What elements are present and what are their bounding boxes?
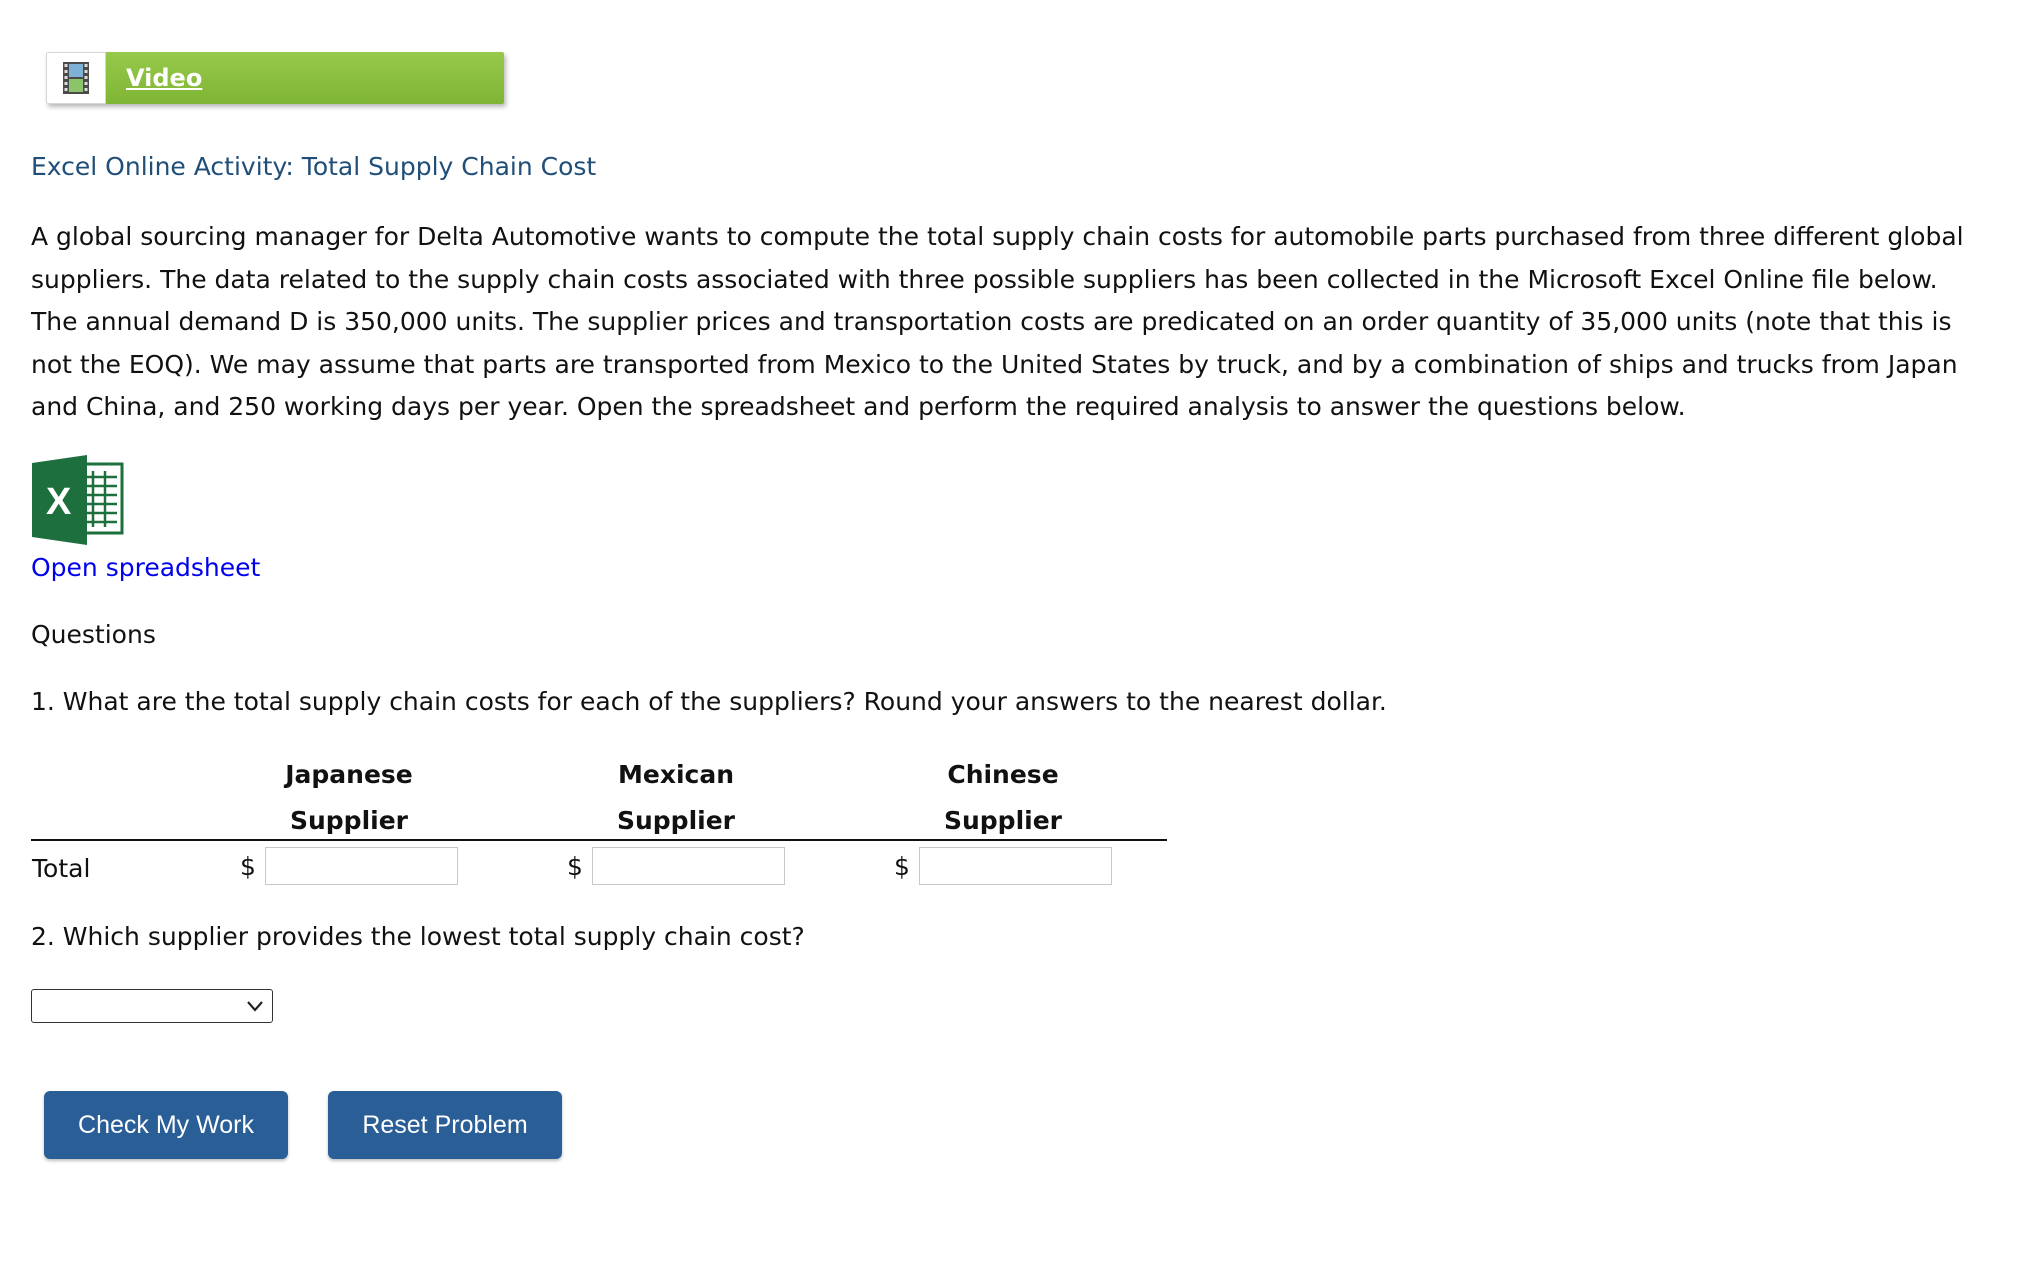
chevron-down-icon [245,996,265,1016]
column-header-line2: Supplier [616,806,736,835]
column-header-chinese [873,752,1133,844]
japanese-total-input[interactable] [265,847,458,885]
column-header-mexican [546,752,806,844]
row-label-total: Total [32,854,91,883]
currency-symbol: $ [240,852,256,881]
video-label-area[interactable] [106,52,504,104]
lowest-cost-supplier-select[interactable] [31,989,273,1023]
film-icon [62,61,90,95]
table-divider [31,839,1167,841]
column-header-line1: Mexican [617,760,734,789]
description-paragraph-2: The annual demand D is 350,000 units. The supplier prices and transportation costs are predicated on an order quantity of 35,000 units (note that this is not the EOQ). We may assume that parts are transported from Mexico to the United States by truck, and by a combination of ships and trucks from Japan and China, and 250 working days per year. Open the spreadsheet and perform the required analysis to answer the questions below. [31,307,1958,421]
column-header-line1: Chinese [947,760,1059,789]
svg-text:X: X [46,481,72,523]
reset-problem-button[interactable]: Reset Problem [328,1091,562,1159]
check-my-work-button[interactable]: Check My Work [44,1091,288,1159]
questions-heading: Questions [31,620,156,649]
column-header-line2: Supplier [289,806,409,835]
description-paragraph-1: A global sourcing manager for Delta Automotive wants to compute the total supply chain costs for automobile parts purchased from three different global suppliers. The data related to the supply chain costs associated with three possible suppliers has been collected in the Microsoft Excel Online file below. [31,222,1964,294]
activity-title: Excel Online Activity: Total Supply Chain Cost [31,152,597,181]
question-2-text: 2. Which supplier provides the lowest total supply chain cost? [31,922,805,951]
video-icon-box [46,52,106,104]
column-header-line1: Japanese [285,760,413,789]
open-spreadsheet-link[interactable]: Open spreadsheet [31,553,261,582]
video-link[interactable]: Video [126,64,203,92]
column-header-japanese [219,752,479,844]
currency-symbol: $ [894,852,910,881]
question-1-text: 1. What are the total supply chain costs for each of the suppliers? Round your answers to the nearest dollar. [31,687,1387,716]
video-banner[interactable] [46,52,504,104]
problem-description [31,216,1991,429]
chinese-total-input[interactable] [919,847,1112,885]
column-header-line2: Supplier [943,806,1063,835]
excel-icon[interactable] [31,455,125,549]
mexican-total-input[interactable] [592,847,785,885]
currency-symbol: $ [567,852,583,881]
